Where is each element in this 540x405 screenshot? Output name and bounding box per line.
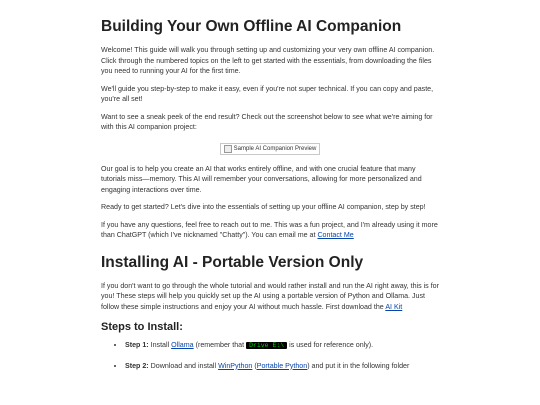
page-title: Building Your Own Offline AI Companion (101, 18, 402, 35)
goal-paragraph: Our goal is to help you create an AI that works entirely offline, and with one crucial feature that many tutorials miss—memory. This AI will remember your conversations, allowing for more personalized and engaging interactions over time. (101, 164, 422, 194)
preview-image-container (101, 140, 439, 158)
step-1-label: Step 1: (125, 341, 149, 349)
steps-heading: Steps to Install: (101, 321, 183, 333)
step-1-text-mid: (remember that (193, 341, 247, 349)
preview-image (220, 143, 321, 155)
questions-paragraph (101, 220, 439, 241)
questions-text: If you have any questions, feel free to reach out to me. This was a fun project, and I'm already using it more than ChatGPT (which I've nicknamed "Chatty"). You can email me at (101, 220, 438, 239)
ready-paragraph: Ready to get started? Let's dive into the essentials of setting up your offline AI companion, step by step! (101, 203, 426, 211)
intro-paragraph-1: Welcome! This guide will walk you through setting up and customizing your very own offline AI companion. Click through the numbered topics on the left to get started with the essentials, from downloading the files you need to running your AI for the first time. (101, 46, 435, 75)
step-2-label: Step 2: (125, 361, 149, 370)
intro-paragraph-3: Want to see a sneak peek of the end result? Check out the screenshot below to see what we're aiming for with this AI companion project: (101, 112, 433, 131)
list-item-step-2 (125, 361, 439, 372)
contact-me-link[interactable]: Contact Me (317, 231, 354, 239)
portable-paragraph (101, 281, 439, 313)
ollama-link[interactable]: Ollama (171, 341, 194, 349)
portable-python-link[interactable]: Portable Python (256, 361, 308, 370)
step-1-text-after: is used for reference only). (287, 341, 374, 349)
step-2-text-before: Download and install (148, 361, 219, 370)
portable-text: If you don't want to go through the whole tutorial and would rather install and run the AI right away, this is for you! These steps will help you quickly set up the AI using a portable version of Python and Ollama. Just follow these simple instructions and enjoy your AI without much hassle. First download the (101, 281, 439, 311)
section-title-portable: Installing AI - Portable Version Only (101, 253, 364, 271)
step-2-text-mid: ( (252, 361, 257, 370)
intro-paragraph-2: We'll guide you step-by-step to make it easy, even if you're not super technical. If you can copy and paste, you're all set! (101, 84, 434, 103)
broken-image-icon (224, 145, 232, 153)
steps-list (101, 340, 439, 371)
step-1-text-before: Install (148, 341, 172, 349)
ai-kit-link[interactable]: AI Kit (385, 302, 403, 311)
winpython-link[interactable]: WinPython (218, 361, 253, 370)
main-content (101, 17, 439, 380)
step-2-text-after: ) and put it in the following folder (307, 361, 410, 370)
list-item-step-1 (125, 340, 439, 352)
drive-code: Drive E:\ (246, 342, 287, 349)
preview-image-alt: Sample AI Companion Preview (233, 145, 317, 152)
